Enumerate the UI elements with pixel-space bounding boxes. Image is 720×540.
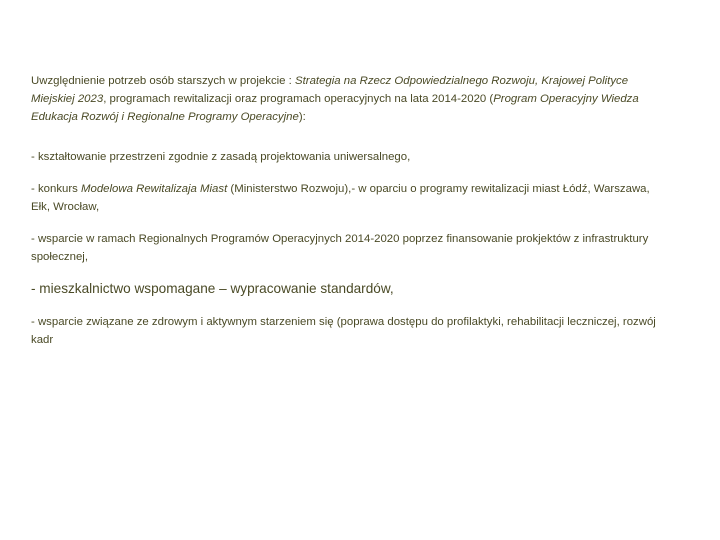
bullet-healthy-aging xyxy=(31,313,656,349)
slide-body xyxy=(31,72,656,363)
intro-program-title: Program Operacyjny Wiedza Edukacja Rozwój i Regionalne Programy Operacyjne xyxy=(31,93,639,123)
intro-middle: , programach rewitalizacji oraz programach operacyjnych na lata 2014-2020 ( xyxy=(103,93,494,105)
intro-tail: ): xyxy=(298,111,306,123)
bullet-assisted-housing xyxy=(31,280,656,298)
bullet-text: - wsparcie w ramach Regionalnych Programów Operacyjnych 2014-2020 poprzez finansowanie prokjektów z infrastruktury społecznej, xyxy=(31,233,649,263)
bullet-text: - kształtowanie przestrzeni zgodnie z zasadą projektowania uniwersalnego, xyxy=(31,151,411,163)
intro-lead: Uwzględnienie potrzeb osób starszych w projekcie : xyxy=(31,75,296,87)
intro-strategy-title: Strategia na Rzecz Odpowiedzialnego Rozwoju, Krajowej Polityce Miejskiej 2023 xyxy=(31,75,629,105)
bullet-text: - wsparcie związane ze zdrowym i aktywnym starzeniem się (poprawa dostępu do profilaktyki, rehabilitacji leczniczej, rozwój kadr xyxy=(31,316,656,346)
bullet-tail: (Ministerstwo Rozwoju),- w oparciu o programy rewitalizacji miast Łódź, Warszawa, Ełk, Wrocław, xyxy=(31,183,650,213)
bullet-space-design xyxy=(31,148,656,166)
contest-name: Modelowa Rewitalizaja Miast xyxy=(81,183,228,195)
intro-paragraph xyxy=(31,72,656,126)
bullet-regional-programs xyxy=(31,230,656,266)
bullet-text: - mieszkalnictwo wspomagane – wypracowanie standardów, xyxy=(31,281,394,296)
bullet-revitalization-contest xyxy=(31,180,656,216)
bullet-lead: - konkurs xyxy=(31,183,82,195)
